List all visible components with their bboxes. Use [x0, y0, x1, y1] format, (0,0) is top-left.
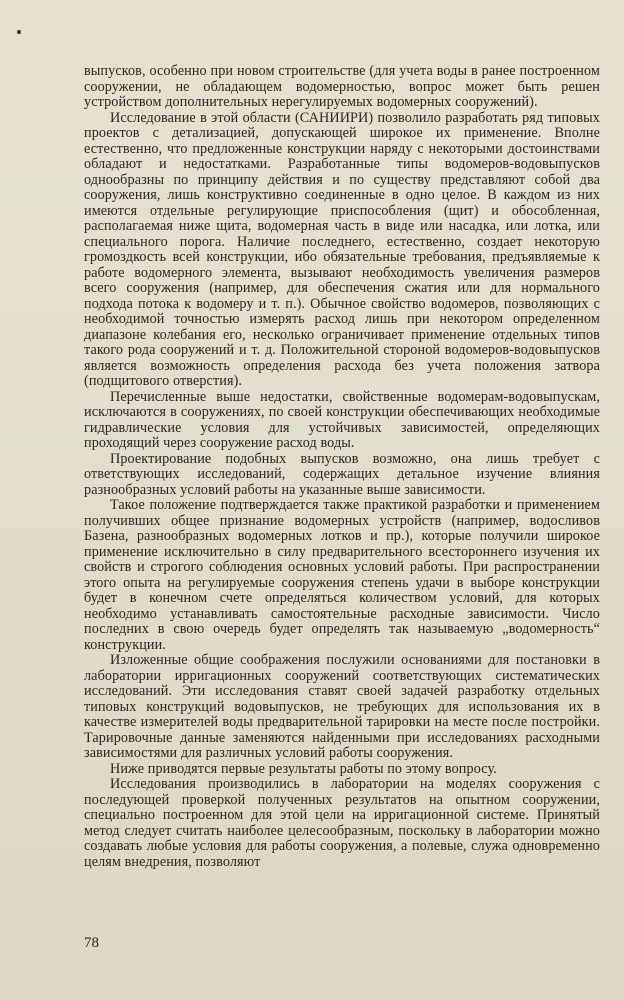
paragraph: Исследование в этой области (САНИИРИ) позволило разработать ряд типовых проектов с детализацией, допускающей широкое их применение. Вполне естественно, что предложенные конструкции наряду с некоторыми достоинствами обладают и недостатками. Разработанные типы водомеров-водовыпусков однообразны по принципу действия и по существу представляют собой два сооружения, лишь конструктивно соединенные в одно целое. В каждом из них имеются отдельные регулирующие приспособления (щит) и обособленная, располагаемая ниже щита, водомерная часть в виде или насадка, или лотка, или специального порога. Наличие последнего, естественно, создает некоторую громоздкость всей конструкции, ибо обязательные требования, предъявляемые к работе водомерного элемента, вызывают необходимость увеличения размеров всего сооружения (например, для обеспечения сжатия или для нормального подхода потока к водомеру и т. п.). Обычное свойство водомеров, позволяющих с необходимой точностью измерять расход лишь при некотором определенном диапазоне колебания его, несколько ограничивает применение отдельных типов такого рода сооружений и т. д. Положительной стороной водомеров-водовыпусков является возможность определения расхода без учета положения затвора (подщитового отверстия). — [84, 109, 600, 389]
ink-speck — [17, 30, 21, 34]
paragraph: Ниже приводятся первые результаты работы по этому вопросу. — [110, 760, 497, 777]
paragraph: Такое положение подтверждается также практикой разработки и применением получивших общее признание водомерных устройств (например, водосливов Базена, разнообразных водомерных лотков и пр.), которые получили широкое применение исключительно в силу предварительного всестороннего изучения их свойств и строгого соблюдения основных условий работы. При распространении этого опыта на регулируемые сооружения степень удачи в выборе конструкции будет в конечном счете определяться количеством условий, для которых необходимо устанавливать самостоятельные расходные зависимости. Число последних в свою очередь будет определять так называемую „водомерность“ конструкции. — [84, 497, 600, 653]
page-number: 78 — [84, 935, 99, 951]
paragraph: Перечисленные выше недостатки, свойственные водомерам-водовыпускам, исключаются в сооружениях, по своей конструкции обеспечивающих необходимые гидравлические условия для устойчивых зависимостей, определяющих проходящий через сооружение расход воды. — [84, 388, 600, 451]
paragraph: Изложенные общие соображения послужили основаниями для постановки в лаборатории ирригационных сооружений соответствующих систематических исследований. Эти исследования ставят своей задачей разработку отдельных типовых конструкций водовыпусков, не требующих для использования их в качестве измерителей воды предварительной тарировки на месте после постройки. Тарировочные данные заменяются найденными при исследованиях расходными зависимостями для различных условий работы сооружения. — [84, 652, 600, 761]
paragraph: Проектирование подобных выпусков возможно, она лишь требует с ответствующих исследований, содержащих детальное изучение влияния разнообразных условий работы на указанные выше зависимости. — [84, 450, 600, 498]
paragraph-continuation: выпусков, особенно при новом строительстве (для учета воды в ранее построенном сооружении, не обладающем водомерностью, вопрос может быть решен устройством дополнительных нерегулируемых водомерных сооружений). — [84, 63, 600, 110]
paragraph: Исследования производились в лаборатории на моделях сооружения с последующей проверкой полученных результатов на опытном сооружении, специально построенном для этой цели на ирригационной системе. Принятый метод следует считать наиболее целесообразным, поскольку в лаборатории можно создавать любые условия для работы сооружения, а полевые, служа одновременно целям внедрения, позволяют — [84, 776, 600, 870]
body-text — [84, 64, 600, 870]
